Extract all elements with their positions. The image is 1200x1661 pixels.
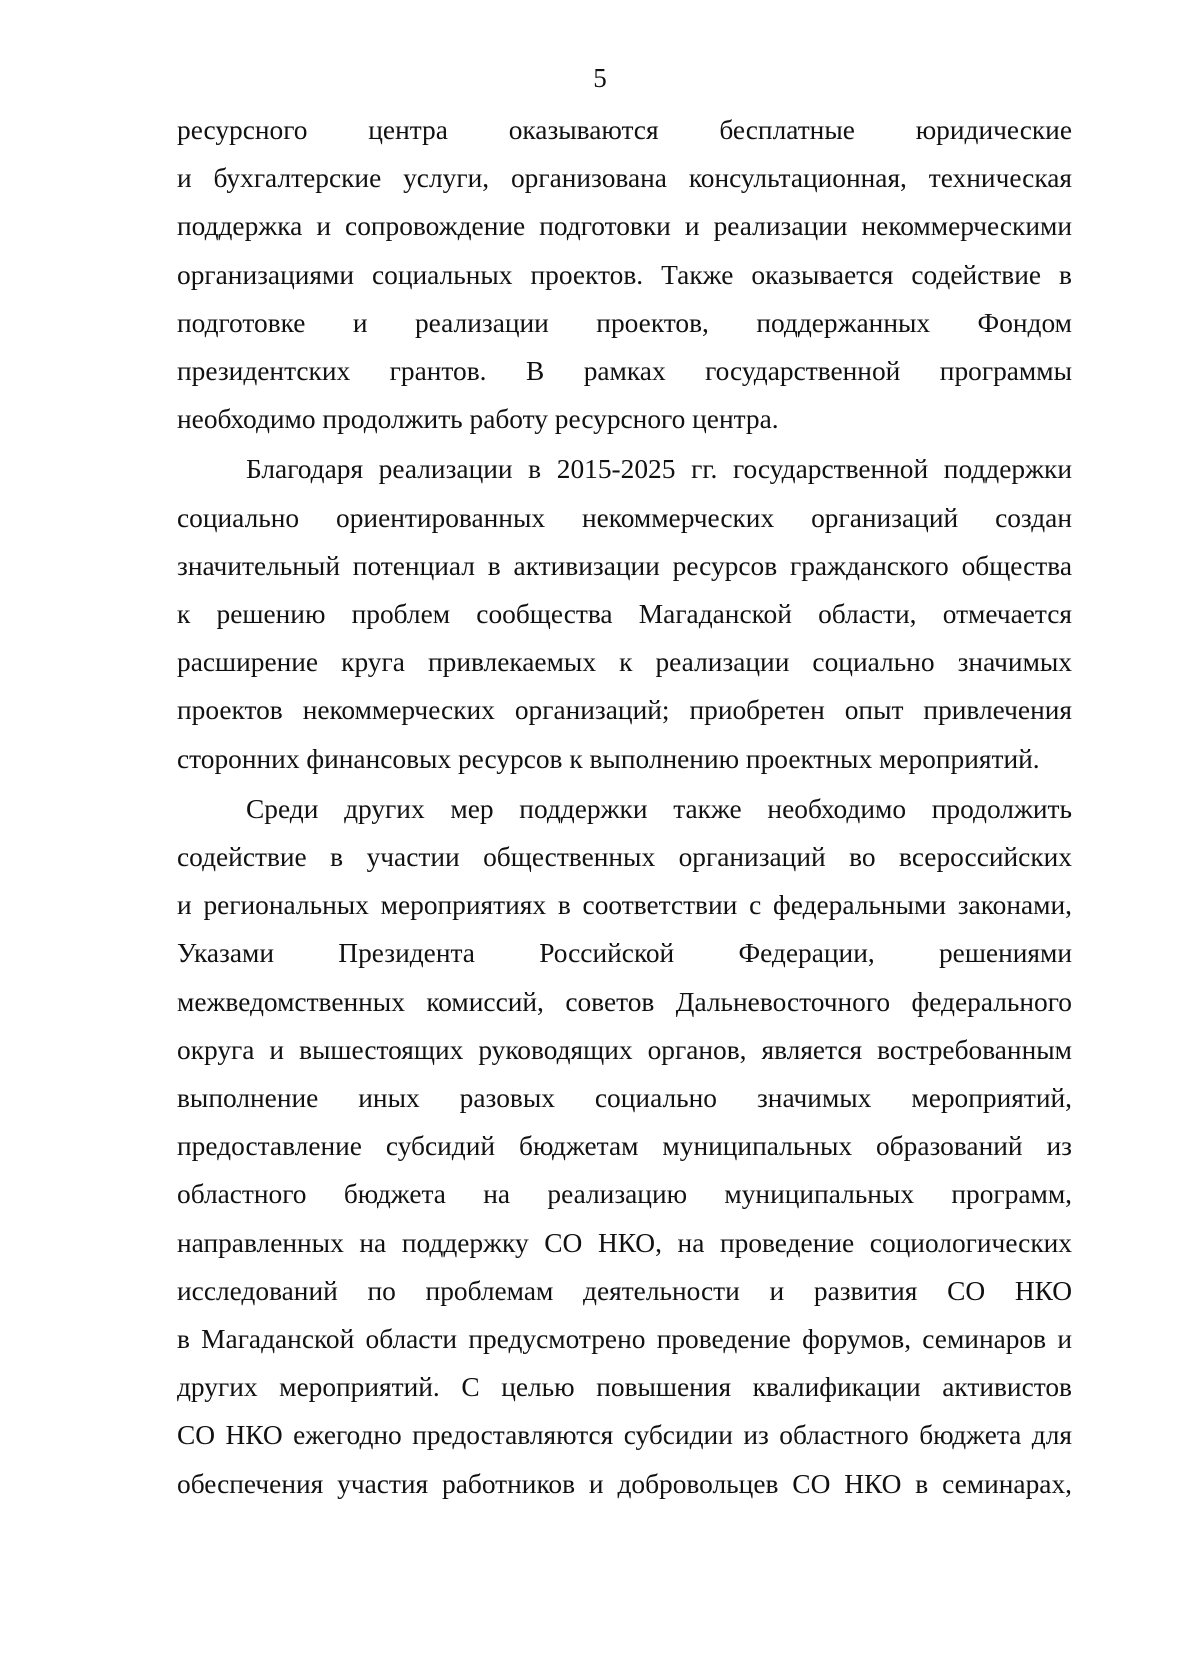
text-line: социально ориентированных некоммерческих организаций создан <box>177 502 1072 533</box>
text-line: организациями социальных проектов. Также оказывается содействие в <box>177 259 1072 290</box>
text-line: Среди других мер поддержки также необходимо продолжить <box>246 793 1072 824</box>
page-number: 5 <box>593 63 607 93</box>
text-line: областного бюджета на реализацию муниципальных программ, <box>177 1179 1072 1210</box>
text-line: исследований по проблемам деятельности и развития СО НКО <box>177 1275 1072 1306</box>
text-line: и региональных мероприятиях в соответствии с федеральными законами, <box>177 890 1072 921</box>
paragraph-other-support-measures <box>177 785 1072 1508</box>
text-line: подготовке и реализации проектов, поддержанных Фондом <box>177 307 1072 338</box>
text-line: значительный потенциал в активизации ресурсов гражданского общества <box>177 550 1072 581</box>
text-line: выполнение иных разовых социально значимых мероприятий, <box>177 1083 1072 1114</box>
text-line: округа и вышестоящих руководящих органов, является востребованным <box>177 1034 1072 1065</box>
text-line: СО НКО ежегодно предоставляются субсидии из областного бюджета для <box>177 1420 1072 1451</box>
text-line: поддержка и сопровождение подготовки и реализации некоммерческими <box>177 211 1072 242</box>
text-line: сторонних финансовых ресурсов к выполнению проектных мероприятий. <box>177 743 1040 774</box>
text-line: к решению проблем сообщества Магаданской области, отмечается <box>177 599 1072 630</box>
text-line: Указами Президента Российской Федерации, решениями <box>177 938 1072 969</box>
text-line: межведомственных комиссий, советов Дальневосточного федерального <box>177 986 1072 1017</box>
paragraph-state-support-results <box>177 445 1072 782</box>
text-line: ресурсного центра оказываются бесплатные юридические <box>177 115 1072 145</box>
text-line: расширение круга привлекаемых к реализации социально значимых <box>177 647 1072 678</box>
text-line: необходимо продолжить работу ресурсного центра. <box>177 404 779 435</box>
text-line: и бухгалтерские услуги, организована консультационная, техническая <box>177 163 1072 194</box>
paragraph-resource-center <box>177 106 1072 443</box>
text-line: направленных на поддержку СО НКО, на проведение социологических <box>177 1227 1072 1258</box>
text-line: содействие в участии общественных организаций во всероссийских <box>177 842 1072 873</box>
text-line: проектов некоммерческих организаций; приобретен опыт привлечения <box>177 695 1072 726</box>
text-line: Благодаря реализации в 2015-2025 гг. государственной поддержки <box>246 454 1072 485</box>
document-body <box>177 106 1072 1508</box>
text-line: других мероприятий. С целью повышения квалификации активистов <box>177 1372 1072 1403</box>
text-line: обеспечения участия работников и добровольцев СО НКО в семинарах, <box>177 1468 1072 1499</box>
text-line: предоставление субсидий бюджетам муниципальных образований из <box>177 1131 1072 1162</box>
text-line: президентских грантов. В рамках государственной программы <box>177 356 1072 387</box>
text-line: в Магаданской области предусмотрено проведение форумов, семинаров и <box>177 1324 1072 1355</box>
